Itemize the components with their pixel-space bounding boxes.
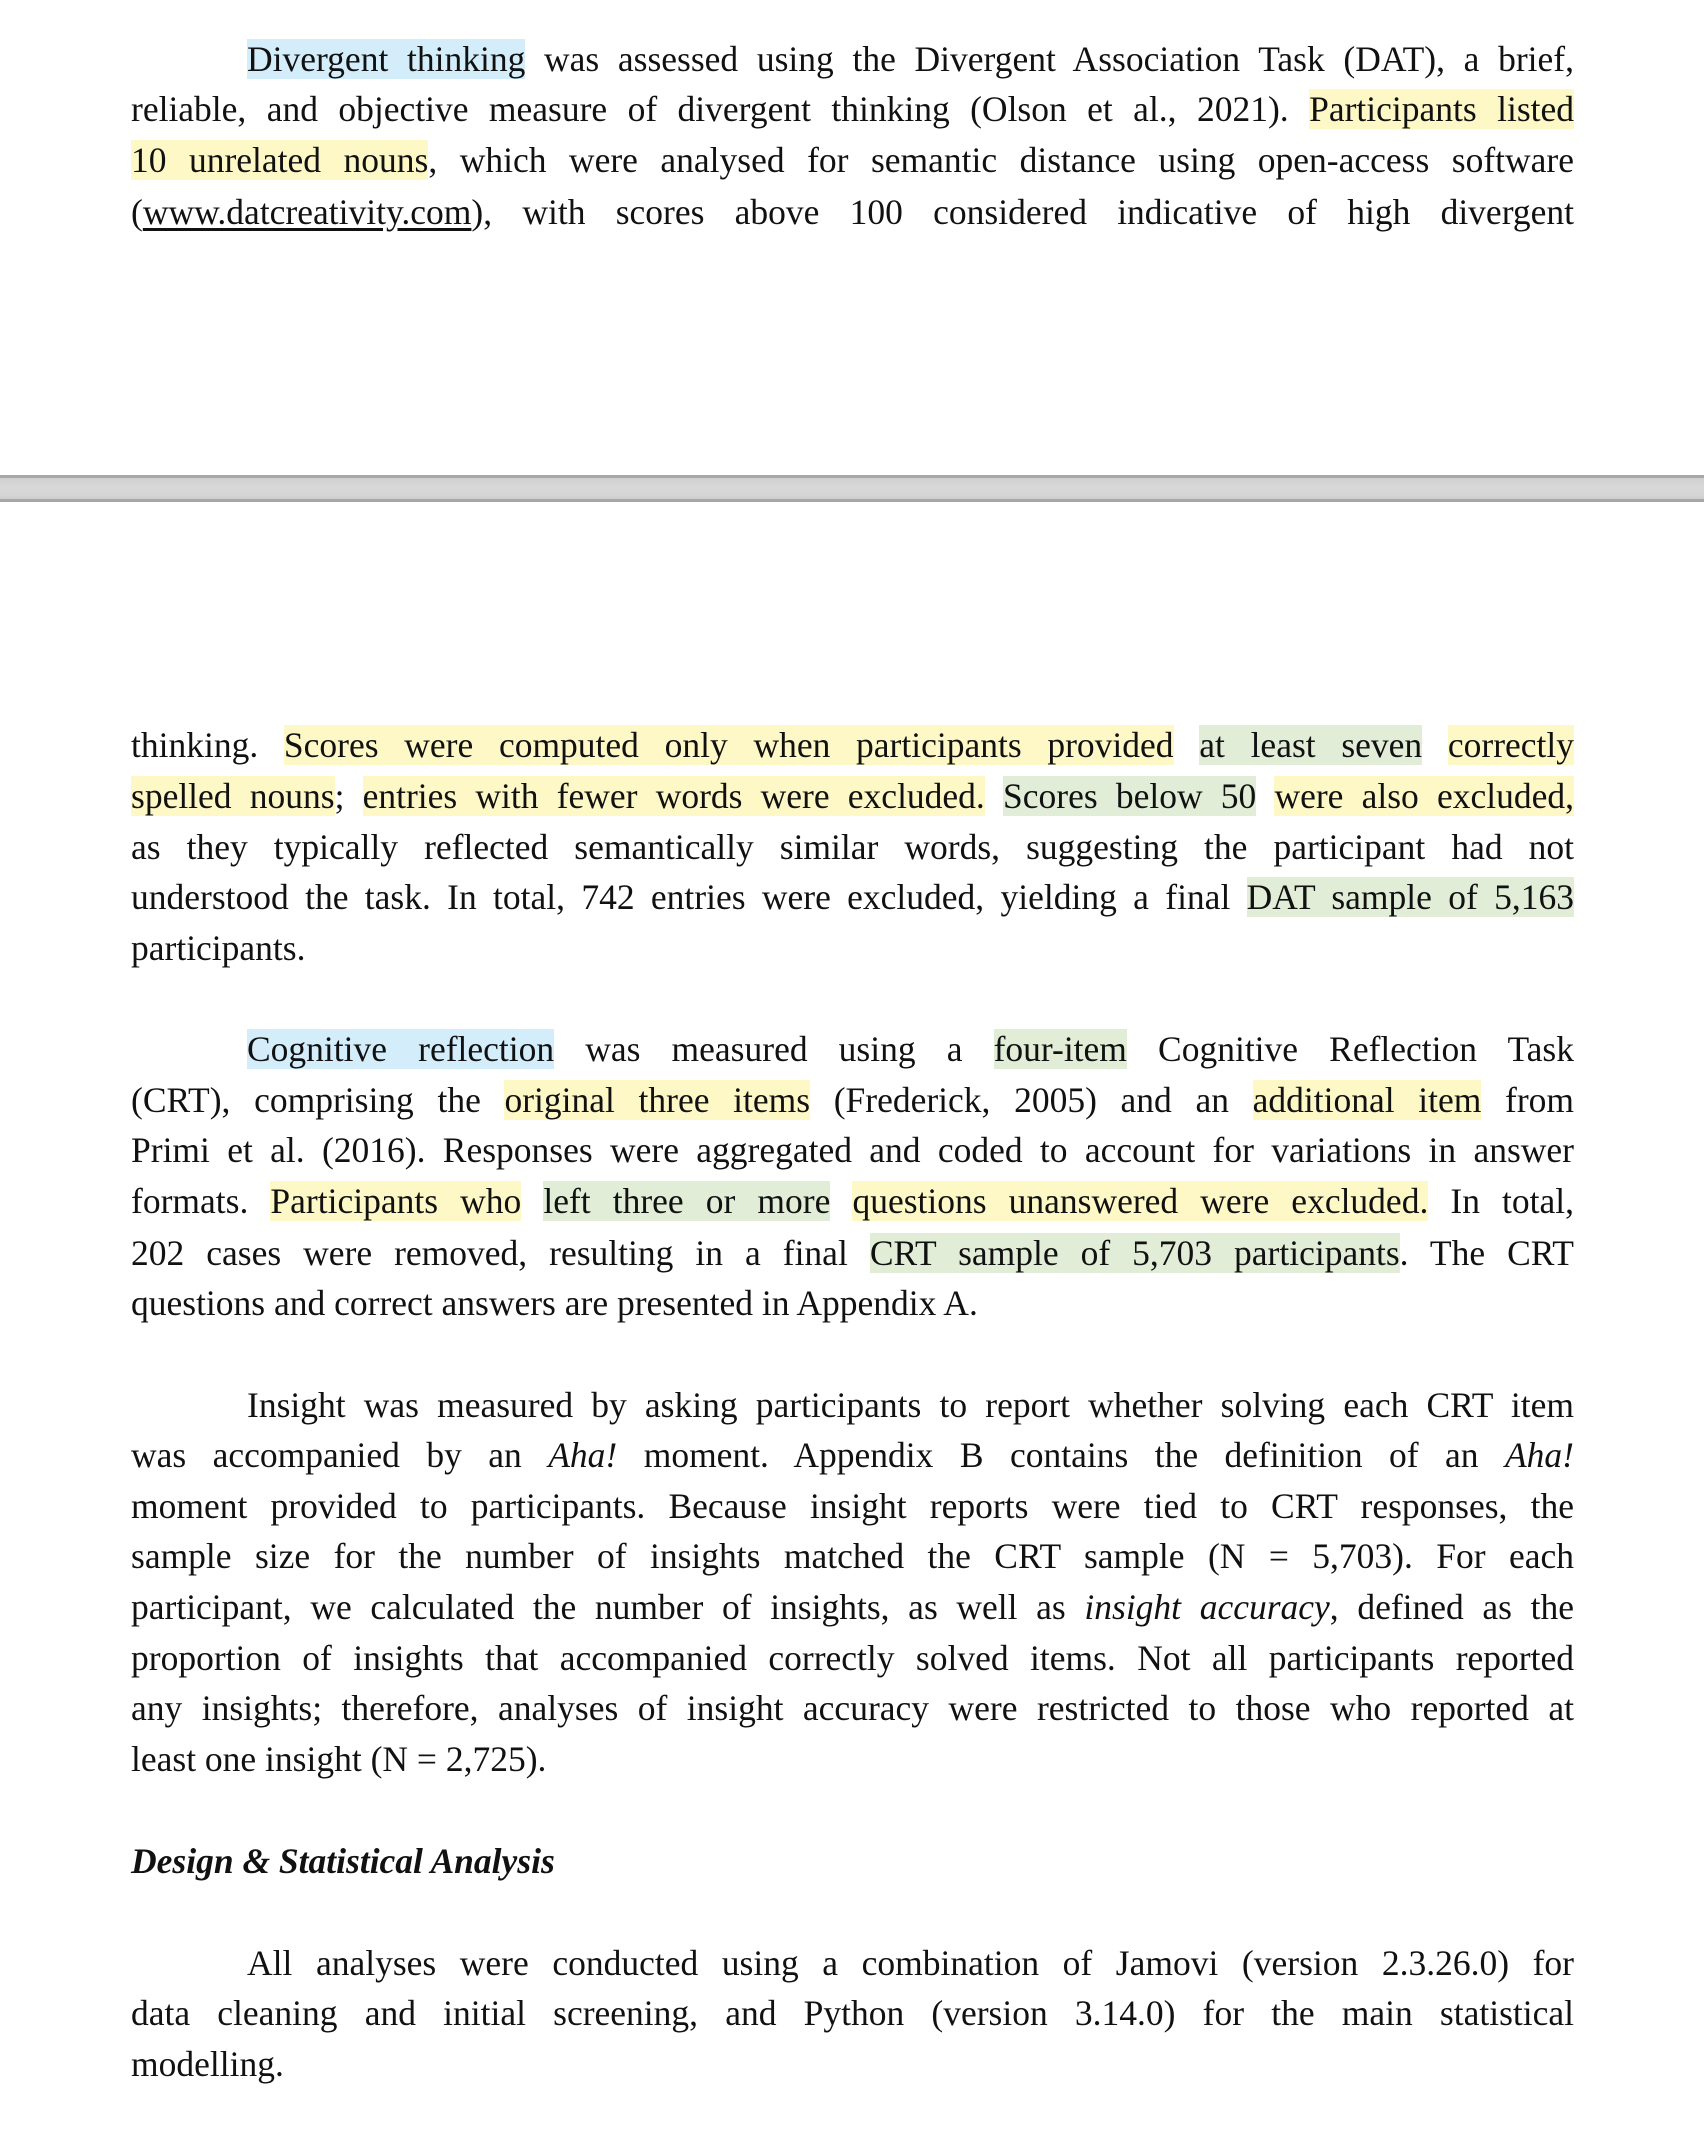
text-run: participant, we calculated the number of insights, as well as	[131, 1587, 1085, 1627]
text-line	[247, 1024, 1574, 1074]
highlight-green: Scores below 50	[1003, 776, 1257, 816]
text-line	[131, 135, 1574, 185]
text-run: data cleaning and initial screening, and Python (version 3.14.0) for the main statistical	[131, 1993, 1574, 2033]
text-line	[131, 1988, 1574, 2038]
highlight-green: four-item	[993, 1029, 1127, 1069]
text-line	[131, 1075, 1574, 1125]
text-run: . The CRT	[1399, 1233, 1574, 1273]
text-run: Primi et al. (2016). Responses were aggregated and coded to account for variations in answer	[131, 1130, 1574, 1170]
text-run: formats.	[131, 1181, 271, 1221]
text-run: All analyses were conducted using a combination of Jamovi (version 2.3.26.0) for	[247, 1943, 1574, 1983]
italic-text: insight accuracy	[1084, 1587, 1330, 1627]
text-line	[131, 1430, 1574, 1480]
section-heading: Design & Statistical Analysis	[131, 1841, 555, 1881]
text-line	[131, 1481, 1574, 1531]
text-line	[131, 872, 1574, 922]
text-run	[1174, 725, 1200, 765]
text-run: 202 cases were removed, resulting in a final	[131, 1233, 870, 1273]
text-run: least one insight (N = 2,725).	[131, 1739, 547, 1779]
page-break-separator	[0, 475, 1704, 502]
highlight-yellow: were also excluded,	[1274, 776, 1574, 816]
text-run: reliable, and objective measure of divergent thinking (Olson et al., 2021).	[131, 89, 1310, 129]
highlight-yellow: Participants listed	[1309, 89, 1574, 129]
highlight-green: DAT sample of 5,163	[1246, 877, 1574, 917]
text-run: , defined as the	[1329, 1587, 1575, 1627]
highlight-yellow: original three items	[504, 1080, 811, 1120]
highlight-yellow: additional item	[1252, 1080, 1482, 1120]
text-line	[131, 2039, 1574, 2089]
text-run: questions and correct answers are presented in Appendix A.	[131, 1283, 978, 1323]
text-run: proportion of insights that accompanied correctly solved items. Not all participants reported	[131, 1638, 1574, 1678]
highlight-green: CRT sample of 5,703 participants	[869, 1233, 1400, 1273]
text-line	[247, 1938, 1574, 1988]
text-line	[131, 1683, 1574, 1733]
text-line	[131, 822, 1574, 872]
highlight-green: left three or more	[543, 1181, 831, 1221]
highlight-yellow: spelled nouns	[131, 776, 335, 816]
text-line	[131, 1582, 1574, 1632]
highlight-blue: Cognitive reflection	[247, 1029, 555, 1069]
text-line	[131, 1176, 1574, 1226]
text-run: sample size for the number of insights matched the CRT sample (N = 5,703). For each	[131, 1536, 1574, 1576]
text-run: any insights; therefore, analyses of insight accuracy were restricted to those who reported at	[131, 1688, 1574, 1728]
text-run: ), with scores above 100 considered indicative of high divergent	[471, 192, 1574, 232]
text-run: was assessed using the Divergent Association Task (DAT), a brief,	[525, 39, 1574, 79]
text-line	[131, 84, 1574, 134]
highlight-yellow: Participants who	[270, 1181, 522, 1221]
text-run	[830, 1181, 852, 1221]
text-run: ;	[334, 776, 363, 816]
text-run	[1422, 725, 1448, 765]
document-page-1	[0, 0, 1704, 475]
highlight-yellow: entries with fewer words were excluded.	[362, 776, 985, 816]
text-line	[131, 1734, 1574, 1784]
hyperlink[interactable]: www.datcreativity.com	[142, 192, 472, 232]
highlight-yellow: Scores were computed only when participants provided	[283, 725, 1174, 765]
text-line	[247, 1380, 1574, 1430]
text-line	[131, 1531, 1574, 1581]
highlight-blue: Divergent thinking	[247, 39, 526, 79]
text-run: participants.	[131, 928, 306, 968]
text-run: from	[1481, 1080, 1575, 1120]
text-run: (Frederick, 2005) and an	[810, 1080, 1253, 1120]
text-run: modelling.	[131, 2044, 284, 2084]
text-run	[1256, 776, 1274, 816]
text-line	[131, 1633, 1574, 1683]
text-run: (	[131, 192, 143, 232]
italic-text: Aha!	[548, 1435, 618, 1475]
highlight-yellow: correctly	[1447, 725, 1574, 765]
highlight-yellow: questions unanswered were excluded.	[852, 1181, 1429, 1221]
italic-text: Aha!	[1504, 1435, 1574, 1475]
text-line	[131, 187, 1574, 237]
text-line	[247, 34, 1574, 84]
highlight-green: at least seven	[1199, 725, 1423, 765]
text-run: moment provided to participants. Because insight reports were tied to CRT responses, the	[131, 1486, 1574, 1526]
text-run: was accompanied by an	[131, 1435, 549, 1475]
text-run	[521, 1181, 543, 1221]
text-line	[131, 771, 1574, 821]
highlight-yellow: 10 unrelated nouns	[131, 140, 429, 180]
text-line	[131, 1125, 1574, 1175]
text-run: In total,	[1428, 1181, 1575, 1221]
text-run: as they typically reflected semantically similar words, suggesting the participant had not	[131, 827, 1574, 867]
text-run	[985, 776, 1003, 816]
text-run: thinking.	[131, 725, 284, 765]
text-run: (CRT), comprising the	[131, 1080, 505, 1120]
text-run: Cognitive Reflection Task	[1126, 1029, 1574, 1069]
text-run: understood the task. In total, 742 entries were excluded, yielding a final	[131, 877, 1247, 917]
text-run: , which were analysed for semantic distance using open-access software	[428, 140, 1574, 180]
text-run: moment. Appendix B contains the definition of an	[617, 1435, 1505, 1475]
text-run: Insight was measured by asking participants to report whether solving each CRT item	[247, 1385, 1574, 1425]
text-line	[131, 1228, 1574, 1278]
text-run: was measured using a	[554, 1029, 994, 1069]
text-line	[131, 1278, 1574, 1328]
document-page-2	[0, 502, 1704, 2144]
text-line	[131, 923, 1574, 973]
text-line	[131, 720, 1574, 770]
